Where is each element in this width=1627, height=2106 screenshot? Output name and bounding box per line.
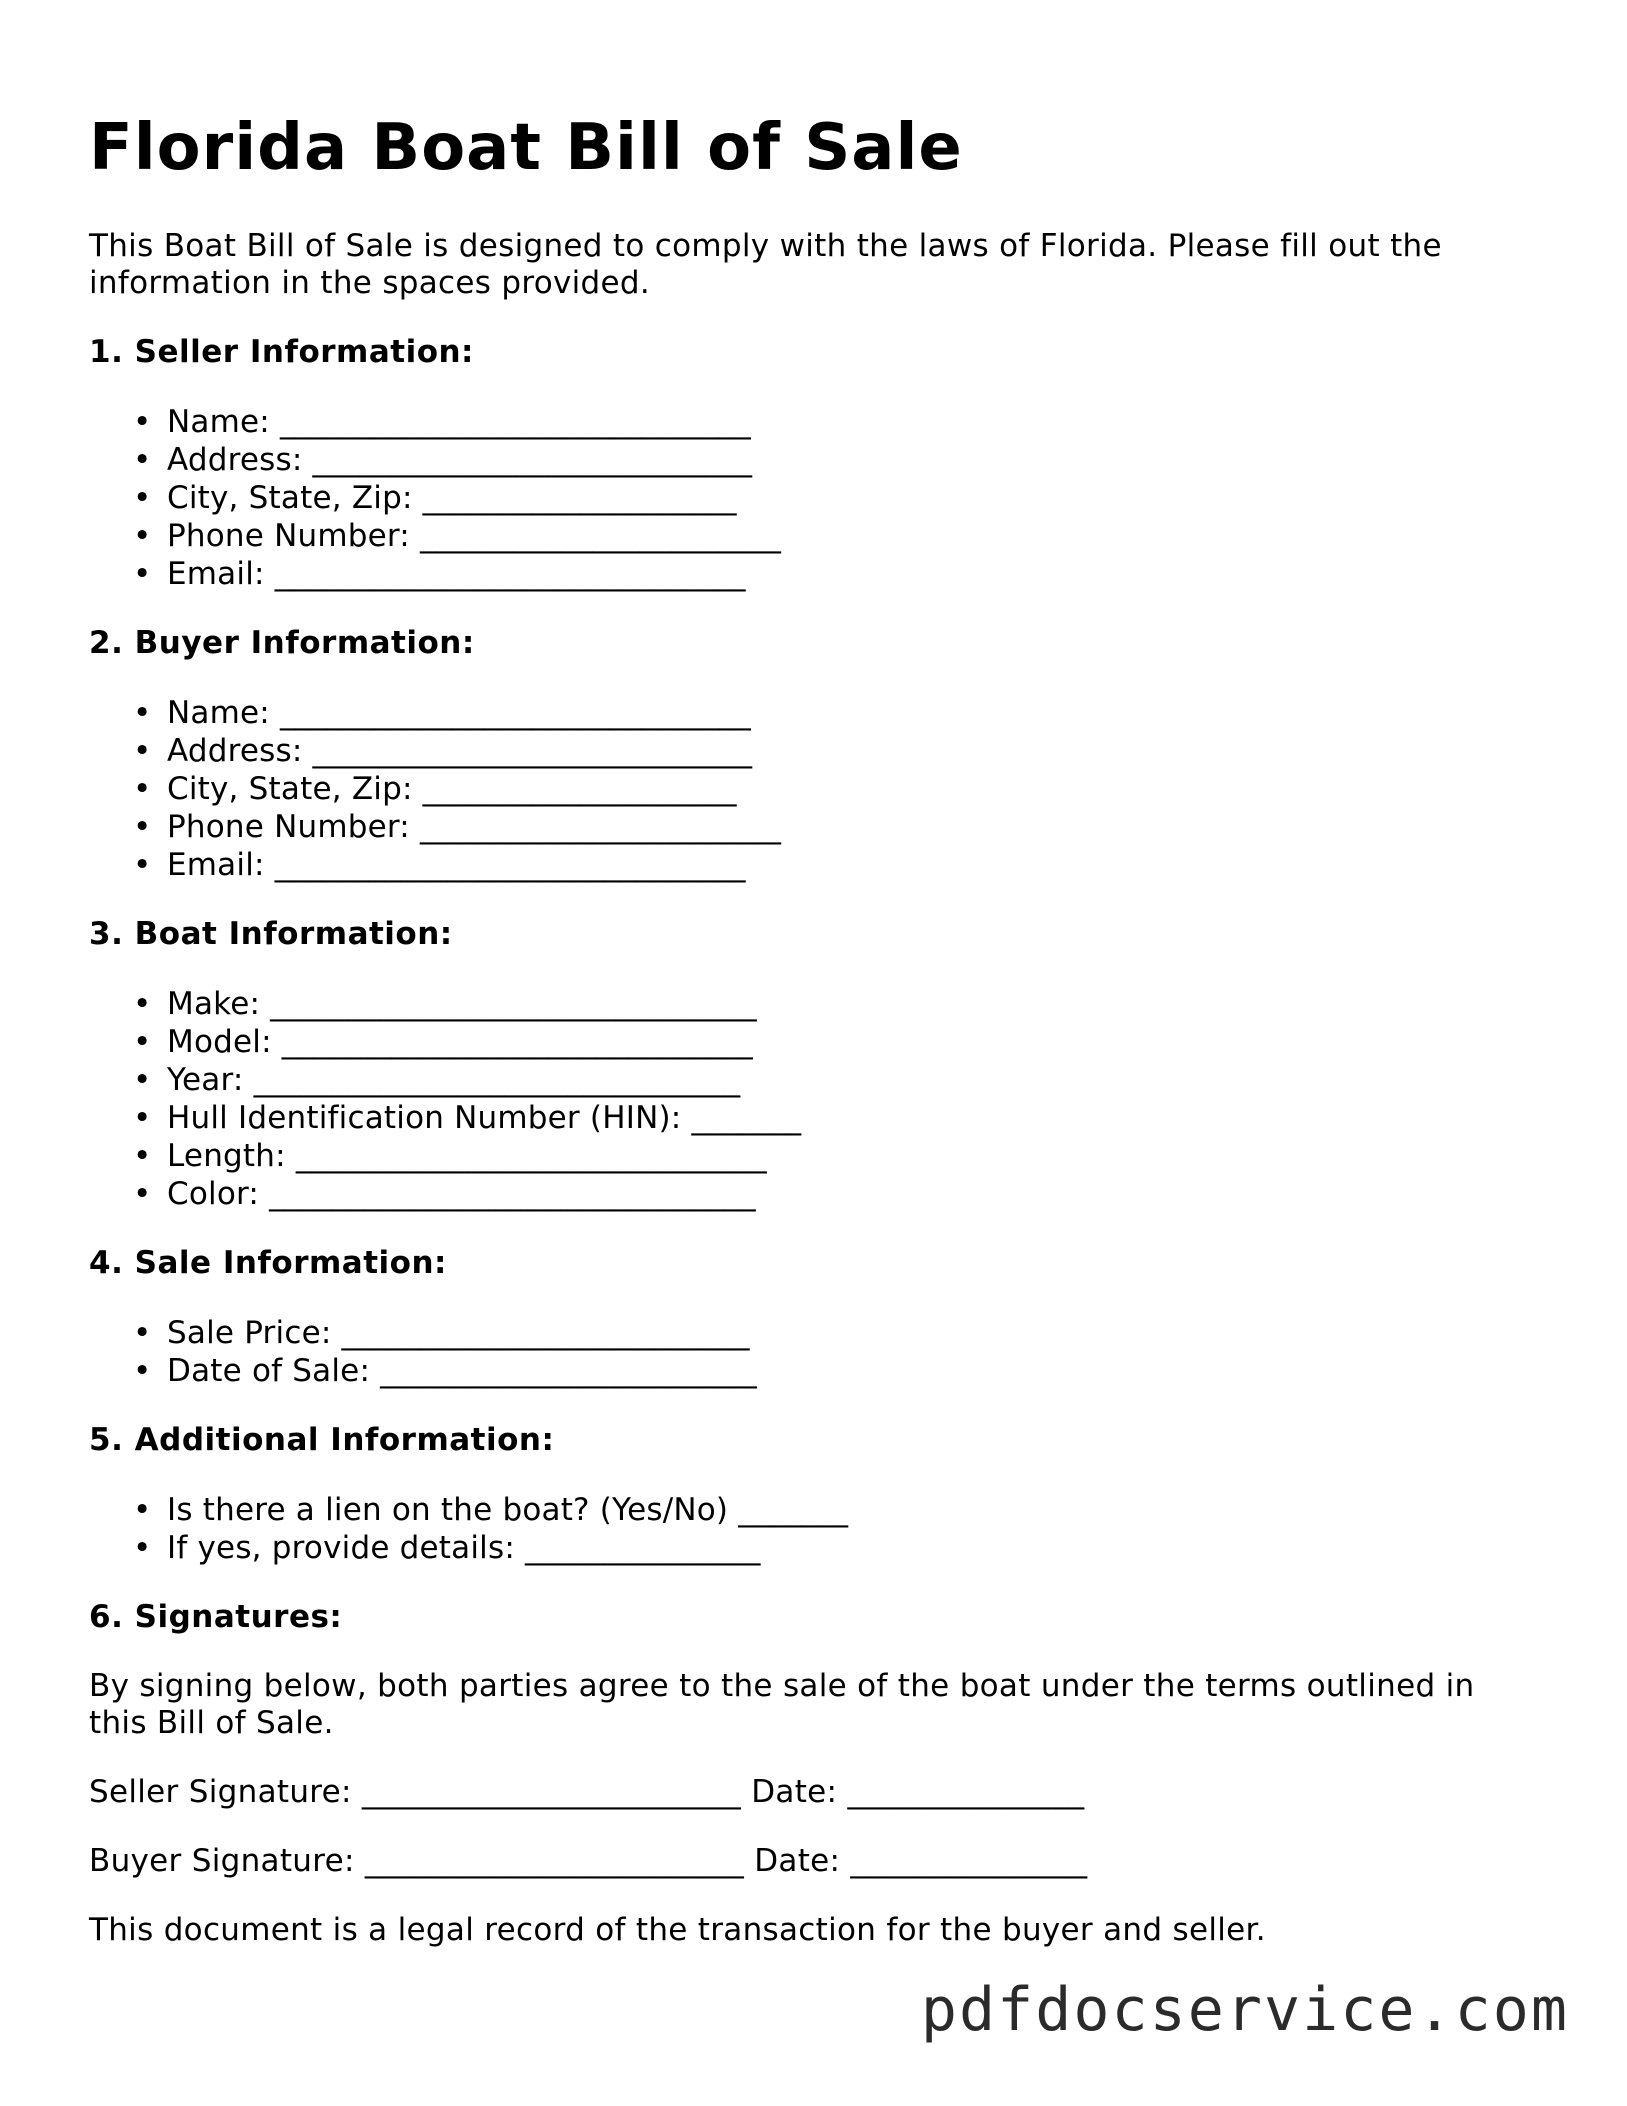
section-heading-seller: 1. Seller Information: <box>89 334 474 370</box>
sale-price-field[interactable]: • Sale Price: __________________________ <box>167 1314 1529 1352</box>
section-heading-additional: 5. Additional Information: <box>89 1422 555 1458</box>
boat-make-field[interactable]: • Make: _______________________________ <box>167 985 1529 1023</box>
sale-date-field[interactable]: • Date of Sale: ________________________ <box>167 1352 1529 1390</box>
boat-color-field[interactable]: • Color: _______________________________ <box>167 1175 1529 1213</box>
boat-year-field[interactable]: • Year: _______________________________ <box>167 1061 1529 1099</box>
seller-city-state-zip-field[interactable]: • City, State, Zip: ____________________ <box>167 479 1529 517</box>
sale-field-list <box>89 1314 1529 1390</box>
boat-field-list <box>89 985 1529 1213</box>
seller-email-field[interactable]: • Email: ______________________________ <box>167 555 1529 593</box>
boat-model-field[interactable]: • Model: ______________________________ <box>167 1023 1529 1061</box>
boat-length-field[interactable]: • Length: ______________________________ <box>167 1137 1529 1175</box>
seller-address-field[interactable]: • Address: ____________________________ <box>167 441 1529 479</box>
seller-signature-line[interactable]: Seller Signature: ________________________ Date: _______________ <box>89 1774 1085 1810</box>
section-heading-buyer: 2. Buyer Information: <box>89 625 475 661</box>
legal-record-note: This document is a legal record of the transaction for the buyer and seller. <box>89 1912 1266 1948</box>
buyer-name-field[interactable]: • Name: ______________________________ <box>167 694 1529 732</box>
section-heading-boat: 3. Boat Information: <box>89 916 453 952</box>
seller-name-field[interactable]: • Name: ______________________________ <box>167 403 1529 441</box>
buyer-address-field[interactable]: • Address: ____________________________ <box>167 732 1529 770</box>
lien-question-field[interactable]: • Is there a lien on the boat? (Yes/No) _______ <box>167 1491 1529 1529</box>
additional-field-list <box>89 1491 1529 1567</box>
watermark-logo: pdfdocservice.com <box>920 1975 1569 2045</box>
document-page <box>89 110 1529 1949</box>
document-title: Florida Boat Bill of Sale <box>89 111 963 185</box>
intro-paragraph: This Boat Bill of Sale is designed to comply with the laws of Florida. Please fill out the information in the spaces provided. <box>89 228 1442 301</box>
section-heading-sale: 4. Sale Information: <box>89 1245 447 1281</box>
buyer-email-field[interactable]: • Email: ______________________________ <box>167 846 1529 884</box>
seller-field-list <box>89 403 1529 593</box>
buyer-city-state-zip-field[interactable]: • City, State, Zip: ____________________ <box>167 770 1529 808</box>
seller-phone-field[interactable]: • Phone Number: _______________________ <box>167 517 1529 555</box>
buyer-phone-field[interactable]: • Phone Number: _______________________ <box>167 808 1529 846</box>
section-heading-signatures: 6. Signatures: <box>89 1599 343 1635</box>
lien-details-field[interactable]: • If yes, provide details: _______________ <box>167 1529 1529 1567</box>
signature-statement: By signing below, both parties agree to the sale of the boat under the terms outlined in this Bill of Sale. <box>89 1668 1475 1741</box>
buyer-signature-line[interactable]: Buyer Signature: ________________________ Date: _______________ <box>89 1843 1088 1879</box>
buyer-field-list <box>89 694 1529 884</box>
boat-hin-field[interactable]: • Hull Identification Number (HIN): _______ <box>167 1099 1529 1137</box>
